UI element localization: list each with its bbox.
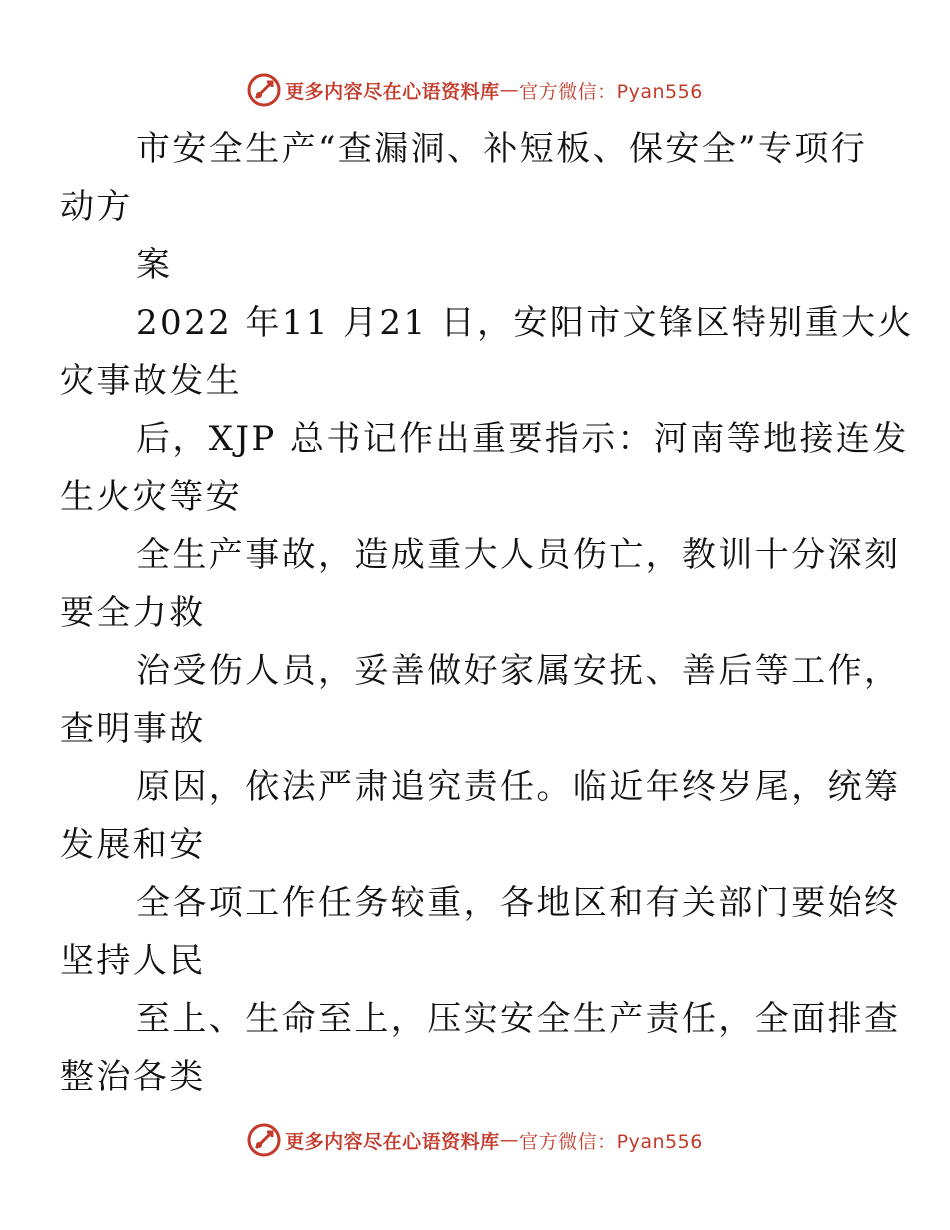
text-line: 原因，依法严肃追究责任。临近年终岁尾，统筹 bbox=[136, 767, 901, 807]
text-line: 治受伤人员，妥善做好家属安抚、善后等工作， bbox=[136, 651, 901, 691]
paragraph-6 bbox=[60, 642, 901, 758]
text-line: 2022 年11 月21 日，安阳市文锋区特别重大火 bbox=[136, 303, 914, 343]
watermark-text: 更多内容尽在心语资料库 bbox=[285, 80, 500, 103]
watermark-dash: — bbox=[499, 79, 520, 101]
watermark-wechat: 官方微信：Pyan556 bbox=[519, 1130, 703, 1153]
text-line: 整治各类 bbox=[60, 1057, 206, 1097]
text-line: 生火灾等安 bbox=[60, 477, 242, 517]
text-line: 全生产事故，造成重大人员伤亡，教训十分深刻 bbox=[136, 535, 901, 575]
footer-watermark bbox=[0, 1118, 950, 1162]
document-body bbox=[60, 120, 914, 1106]
paragraph-2 bbox=[98, 236, 858, 294]
text-line: 发展和安 bbox=[60, 825, 206, 865]
watermark-dash: — bbox=[499, 1129, 520, 1151]
paragraph-4 bbox=[60, 410, 909, 526]
paragraph-8 bbox=[60, 874, 901, 990]
text-line: 查明事故 bbox=[60, 709, 206, 749]
text-line: 全各项工作任务较重，各地区和有关部门要始终 bbox=[136, 883, 901, 923]
text-line: 案 bbox=[136, 245, 173, 285]
text-line: 动方 bbox=[60, 187, 133, 227]
text-line: 要全力救 bbox=[60, 593, 206, 633]
watermark-wechat: 官方微信：Pyan556 bbox=[519, 80, 703, 103]
text-line: 至上、生命至上，压实安全生产责任，全面排查 bbox=[136, 999, 901, 1039]
watermark-text: 更多内容尽在心语资料库 bbox=[285, 1130, 500, 1153]
paragraph-7 bbox=[60, 758, 901, 874]
header-watermark bbox=[0, 68, 950, 112]
paragraph-5 bbox=[60, 526, 901, 642]
quill-logo-icon bbox=[247, 1123, 281, 1157]
text-line: 灾事故发生 bbox=[60, 361, 242, 401]
quill-logo-icon bbox=[247, 73, 281, 107]
paragraph-9 bbox=[60, 990, 901, 1106]
paragraph-3 bbox=[60, 294, 914, 410]
text-line: 后，XJP 总书记作出重要指示：河南等地接连发 bbox=[136, 419, 909, 459]
text-line: 坚持人民 bbox=[60, 941, 206, 981]
text-line: 市安全生产“查漏洞、补短板、保安全”专项行 bbox=[136, 129, 868, 169]
paragraph-1 bbox=[60, 120, 868, 236]
